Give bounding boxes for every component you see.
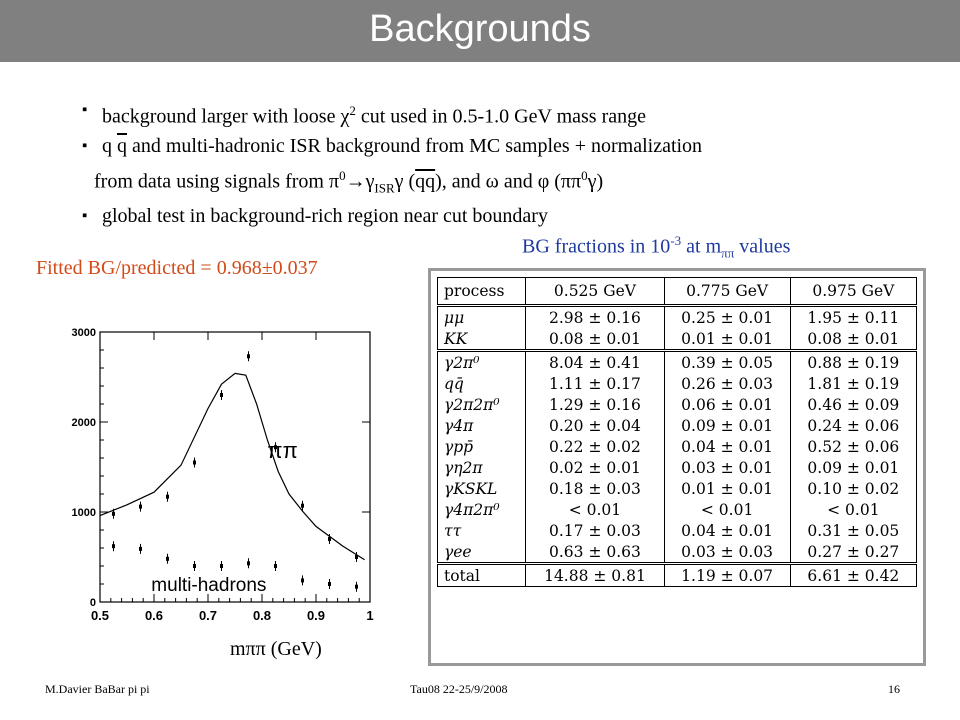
table-cell: 0.08 ± 0.01: [526, 328, 664, 351]
table-cell: 0.01 ± 0.01: [664, 478, 790, 499]
plot-axes: [100, 332, 370, 602]
pipi-annotation: ππ: [267, 438, 298, 463]
table-cell: < 0.01: [526, 499, 664, 520]
table-cell: 0.10 ± 0.02: [790, 478, 916, 499]
table-header-cell: 0.975 GeV: [790, 278, 916, 306]
pipi-point: [247, 354, 250, 358]
table-row: [438, 436, 917, 457]
table-cell: 14.88 ± 0.81: [526, 564, 664, 587]
multi-hadron-point: [274, 564, 277, 568]
pipi-point: [220, 393, 223, 397]
bullet-item: ▪ q $\overline{q}$ and multi-hadronic ISR background from MC samples + normalization from data using signals from $\pi^0\to\gamma_{ISR}\gamma$ $(\overline{qq})$, and ω and φ $(\pi\pi^0\gamma)$: [80, 132, 940, 203]
y-tick-label: 2000: [71, 417, 96, 429]
table-cell: γpp̄: [438, 436, 526, 457]
pipi-point: [355, 555, 358, 559]
bullet-item: ▪ global test in background-rich region near cut boundary: [80, 202, 940, 231]
multi-hadron-point: [247, 561, 250, 565]
table-header-cell: 0.525 GeV: [526, 278, 664, 306]
x-tick-label: 0.8: [252, 608, 272, 623]
pipi-point: [301, 504, 304, 508]
bullet-marker: ▪: [82, 102, 88, 118]
multi-hadron-point: [166, 557, 169, 561]
table-cell: 0.88 ± 0.19: [790, 351, 916, 374]
table-cell: 0.63 ± 0.63: [526, 541, 664, 564]
table-cell: < 0.01: [790, 499, 916, 520]
bullet-marker: ▪: [82, 208, 88, 225]
table-cell: qq̄: [438, 373, 526, 394]
bg-fraction-table: [437, 277, 917, 587]
plot-xlabel: mππ (GeV): [230, 638, 322, 660]
table-cell: 0.31 ± 0.05: [790, 520, 916, 541]
table-row: [438, 394, 917, 415]
table-cell: 1.81 ± 0.19: [790, 373, 916, 394]
footer-center: Tau08 22-25/9/2008: [410, 682, 508, 696]
table-cell: 1.95 ± 0.11: [790, 306, 916, 329]
pipi-point: [328, 537, 331, 541]
table-row: [438, 415, 917, 436]
table-row: [438, 499, 917, 520]
table-cell: total: [438, 564, 526, 587]
table-row: [438, 328, 917, 351]
bullet-list: [80, 96, 940, 231]
x-tick-label: 0.5: [90, 608, 110, 623]
table-cell: KK: [438, 328, 526, 351]
table-cell: 0.03 ± 0.01: [664, 457, 790, 478]
x-tick-label: 0.9: [306, 608, 326, 623]
table-cell: γ4π: [438, 415, 526, 436]
fit-curve: [100, 373, 365, 559]
table-header-cell: process: [438, 278, 526, 306]
table-cell: 0.17 ± 0.03: [526, 520, 664, 541]
table-cell: 1.19 ± 0.07: [664, 564, 790, 587]
table-cell: 6.61 ± 0.42: [790, 564, 916, 587]
table-cell: 0.20 ± 0.04: [526, 415, 664, 436]
y-tick-label: 1000: [71, 507, 96, 519]
table-cell: 0.18 ± 0.03: [526, 478, 664, 499]
multi-hadron-point: [355, 585, 358, 589]
x-tick-label: 0.7: [198, 608, 218, 623]
table-row: [438, 541, 917, 564]
table-cell: 1.11 ± 0.17: [526, 373, 664, 394]
y-tick-label: 3000: [71, 327, 96, 339]
table-cell: 0.09 ± 0.01: [790, 457, 916, 478]
table-cell: 0.52 ± 0.06: [790, 436, 916, 457]
table-row: [438, 520, 917, 541]
table-row: [438, 373, 917, 394]
table-cell: μμ: [438, 306, 526, 329]
table-cell: 0.26 ± 0.03: [664, 373, 790, 394]
table-cell: γee: [438, 541, 526, 564]
plot-frame: [100, 332, 370, 602]
table-row: [438, 306, 917, 329]
table-header-cell: 0.775 GeV: [664, 278, 790, 306]
table-cell: 0.04 ± 0.01: [664, 520, 790, 541]
y-tick-label: 0: [89, 597, 96, 609]
x-tick-label: 1: [366, 608, 374, 623]
table-row: [438, 351, 917, 374]
table-cell: 0.24 ± 0.06: [790, 415, 916, 436]
table-cell: 0.03 ± 0.03: [664, 541, 790, 564]
table-cell: < 0.01: [664, 499, 790, 520]
pipi-point: [139, 505, 142, 509]
footer-left: M.Davier BaBar pi pi: [45, 682, 150, 696]
table-cell: 0.04 ± 0.01: [664, 436, 790, 457]
multi-hadron-point: [112, 544, 115, 548]
table-cell: 0.01 ± 0.01: [664, 328, 790, 351]
table-cell: 2.98 ± 0.16: [526, 306, 664, 329]
table-cell: 0.27 ± 0.27: [790, 541, 916, 564]
table-cell: 0.39 ± 0.05: [664, 351, 790, 374]
table-cell: γ2π2π⁰: [438, 394, 526, 415]
table-row: [438, 457, 917, 478]
table-cell: 0.08 ± 0.01: [790, 328, 916, 351]
bullet-continuation: from data using signals from $\pi^0\to\gamma_{ISR}\gamma$ $(\overline{qq})$, and ω and φ $(\pi\pi^0\gamma)$: [94, 167, 604, 196]
fit-ratio-label: Fitted BG/predicted = 0.968±0.037: [36, 257, 318, 279]
table-cell: 0.46 ± 0.09: [790, 394, 916, 415]
table-cell: γ2π⁰: [438, 351, 526, 374]
table-cell: 0.25 ± 0.01: [664, 306, 790, 329]
pipi-point: [112, 512, 115, 516]
multi-hadron-point: [328, 582, 331, 586]
bg-table-frame: [428, 268, 926, 666]
table-cell: ττ: [438, 520, 526, 541]
table-total-row: [438, 564, 917, 587]
pipi-point: [193, 461, 196, 465]
table-cell: 0.06 ± 0.01: [664, 394, 790, 415]
table-cell: γKSKL: [438, 478, 526, 499]
table-row: [438, 478, 917, 499]
multi-hadron-point: [193, 564, 196, 568]
table-cell: 0.02 ± 0.01: [526, 457, 664, 478]
table-cell: 0.09 ± 0.01: [664, 415, 790, 436]
multi-hadrons-annotation: multi-hadrons: [151, 575, 267, 597]
page-number: 16: [888, 682, 900, 696]
bullet-marker: ▪: [82, 137, 88, 154]
mass-spectrum-plot: [70, 320, 390, 630]
table-cell: 1.29 ± 0.16: [526, 394, 664, 415]
bullet-item: ▪ background larger with loose $\chi^2$ cut used in 0.5-1.0 GeV mass range: [80, 96, 940, 132]
pipi-point: [166, 495, 169, 499]
bg-fraction-caption: BG fractions in $10^{-3}$ at $m_{\pi\pi}$ values: [522, 233, 791, 261]
table-cell: 0.22 ± 0.02: [526, 436, 664, 457]
multi-hadron-point: [220, 564, 223, 568]
title-bar: [0, 0, 960, 62]
table-cell: 8.04 ± 0.41: [526, 351, 664, 374]
multi-hadron-point: [139, 547, 142, 551]
multi-hadron-point: [301, 578, 304, 582]
table-cell: γ4π2π⁰: [438, 499, 526, 520]
table-cell: γη2π: [438, 457, 526, 478]
x-tick-label: 0.6: [144, 608, 164, 623]
slide-title: Backgrounds: [369, 8, 591, 50]
